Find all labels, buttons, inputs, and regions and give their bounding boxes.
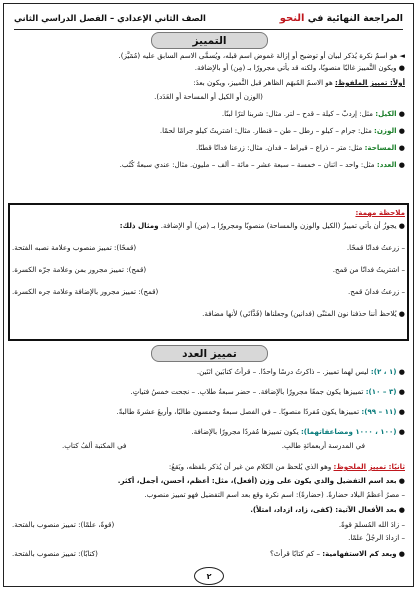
malhooz-b3-text: وبعد كم الاستفهامية:: [322, 549, 397, 558]
malhooz-def: وهو الذي يُلحظ من الكلام من غير أن يُذكر بلفظه، ويَقعُ:: [168, 462, 332, 471]
note-row-2: [12, 265, 405, 274]
number-row-2-example: حضر سبعةُ طلابٍ.: [197, 387, 251, 396]
note-line1: ● يجوزُ أن يأتي تمييزُ (الكيل والوزن والمساحة) منصوبًا ومجرورًا بـ (من) أو الإضافة. ومثال ذلك:: [119, 221, 405, 230]
note-title: [12, 208, 405, 217]
number-example-a: في المدرسة أربعمائةِ طالبٍ.: [281, 441, 365, 450]
header-title-subject: النحو: [279, 12, 305, 24]
note-last-text: يُلاحظ أننا حذفنا نون المثنّى (فدانين) وجعلناها (فَدَّانَي) لأنها مضافة.: [202, 309, 397, 318]
item-adad-example: مثال: عندي سبعةُ كُتُب.: [119, 160, 188, 169]
number-example-b: في المكتبة ألفُ كتابٍ.: [62, 441, 127, 450]
malhooz-label: ثانيًا: تمييز الملحوظ:: [333, 462, 405, 471]
malhooz-b1-text: بعد اسم التفضيل والذي يكون على وزن (أفعل)، مثل: أعظم، أحسن، أجمل، أكثر.: [117, 476, 397, 485]
item-wazn-example: مثال: اشتريتُ كيلو جرامًا لحمًا.: [159, 126, 251, 135]
malhooz-b2-ex1: – زادَ الله المُسلمَ قوةً.: [338, 520, 405, 529]
malhooz-b3: ● وبعد كم الاستفهامية: – كم كتابًا قرأتَ؟ (كتابًا): تمييز منصوب بالفتحة.: [12, 549, 405, 558]
item-masaha-text: مثل: متر – ذراع – قيراط – فدان.: [265, 143, 363, 152]
part1-heading: [12, 78, 405, 87]
number-row-3-text: تمييزها يكون مُفردًا منصوبًا.: [278, 407, 360, 416]
bullet-text: ● ويكون التَّمييز غالبًا منصوبًا، ولكنه قد يأتي مجرورًا بـ (مِن) أو بالإضافة.: [194, 63, 405, 72]
section-title-number: تمييز العدد: [151, 345, 268, 362]
page-header: [14, 7, 403, 30]
malhooz-b2-row2: [12, 533, 405, 542]
item-adad: ● العدد: مثل: واحد – اثنان – خمسة – سبعة عشر – مائة – ألف – مليون. مثال: عندي سبعةُ كُتُب.: [119, 160, 405, 169]
item-adad-text: مثل: واحد – اثنان – خمسة – سبعة عشر – مائة – ألف – مليون.: [190, 160, 375, 169]
page-number: ٢: [194, 567, 224, 585]
item-kail-text: مثل: إردبّ – كيلة – قدح – لتر.: [283, 109, 373, 118]
note-title-text: ملاحظة مهمة:: [355, 208, 405, 217]
note-row-3: [12, 287, 405, 296]
malhooz-b2: ● بعد الأفعال الآتية: (كفى، زاد، ازداد، امتلأ).: [250, 505, 405, 514]
part1-label: أولاً: تمييز الملفوظ:: [334, 78, 405, 87]
item-wazn: ● الوزن: مثل: جرام – كيلو – رطل – طن – قنطار. مثال: اشتريتُ كيلو جرامًا لحمًا.: [159, 126, 405, 135]
definition-text: ◄ هو اسمٌ نكرة يُذكر لبيان أو توضيح أو إزالة غموض اسم قبله، ويُسمَّى الاسم السابق عليه (مُمَيَّز).: [118, 51, 405, 60]
number-row-2-example2: نجحت خمسُ فتياتٍ.: [130, 387, 190, 396]
item-wazn-text: مثل: جرام – كيلو – رطل – طن – قنطار.: [252, 126, 372, 135]
item-adad-label: العدد:: [376, 160, 397, 169]
header-title: [280, 13, 403, 24]
number-row-1: ● (١ ، ٢): ليس لهما تمييز. – ذاكرتُ درسًا واحدًا. – قرأتُ كتابَين اثنَين.: [196, 367, 405, 376]
item-kail-label: الكيل:: [375, 109, 397, 118]
number-row-2-text: تمييزها يكون جمعًا مجرورًا بالإضافة.: [258, 387, 364, 396]
malhooz-b1-ex: – مصرُ أعظمُ البلاد حضارةً.: [326, 490, 405, 499]
number-row-4: ● (١٠٠ ، ١٠٠٠ ومضاعفاتهما): يكون تمييزها مُفردًا مجرورًا بالإضافة.: [191, 427, 405, 436]
item-masaha-example: مثال: زرعنا فدانًا قطنًا.: [195, 143, 263, 152]
part1-text: هو الاسمُ المُبهَم الظاهر قبل التَّمييز، ويكون بعدَ:: [193, 78, 333, 87]
note-line1-tail: ومثال ذلك:: [119, 221, 159, 230]
note-row-1-explanation: (قمحًا): تمييز منصوب وعلامة نصبه الفتحة.: [12, 243, 137, 252]
number-row-2-range: (٣ – ١٠):: [365, 387, 397, 396]
note-line1-text: يجوزُ أن يأتي تمييزُ (الكيل والوزن والمساحة) منصوبًا ومجرورًا بـ (من) أو الإضافة.: [160, 221, 397, 230]
malhooz-b3-ex: – كم كتابًا قرأتَ؟: [270, 549, 320, 558]
number-row-1-text: ليس لهما تمييز.: [322, 367, 369, 376]
number-row-3: ● (١١ – ٩٩): تمييزها يكون مُفردًا منصوبًا. – في الفصل سبعةٌ وخمسون طالبًا، وأربعَ عشرةَ طالبةً.: [116, 407, 405, 416]
note-row-3-explanation: (قمحٍ): تمييز مجرور بالإضافة وعلامة جره الكسرة.: [12, 287, 159, 296]
number-row-4-range: (١٠٠ ، ١٠٠٠ ومضاعفاتهما):: [300, 427, 397, 436]
number-row-1-example: ذاكرتُ درسًا واحدًا.: [258, 367, 315, 376]
number-row-1-range: (١ ، ٢):: [370, 367, 397, 376]
item-kail-example: مثال: شربنا لترًا لبنًا.: [221, 109, 282, 118]
part1-sub: (الوزن أو الكيل أو المساحة أو العَدَد).: [154, 92, 263, 101]
number-row-1-example2: قرأتُ كتابَين اثنَين.: [196, 367, 251, 376]
malhooz-b1-example: [12, 490, 405, 499]
item-wazn-label: الوزن:: [374, 126, 397, 135]
definition-body: هو اسمٌ نكرة يُذكر لبيان أو توضيح أو إزالة غموض اسم قبله، ويُسمَّى الاسم السابق عليه (مُمَيَّز).: [118, 51, 398, 60]
malhooz-b2-ex2: – ازدادَ الرجُلُ علمًا.: [348, 533, 405, 542]
note-last: ● يُلاحظ أننا حذفنا نون المثنّى (فدانين) وجعلناها (فَدَّانَي) لأنها مضافة.: [202, 309, 405, 318]
number-examples: [12, 441, 405, 450]
item-kail: ● الكيل: مثل: إردبّ – كيلة – قدح – لتر. مثال: شربنا لترًا لبنًا.: [221, 109, 405, 118]
malhooz-heading: [12, 462, 405, 471]
note-row-3-example: – زرعتُ فدانَ قمحٍ.: [348, 287, 405, 296]
number-row-4-text: يكون تمييزها مُفردًا مجرورًا بالإضافة.: [191, 427, 299, 436]
malhooz-b1: ● بعد اسم التفضيل والذي يكون على وزن (أفعل)، مثل: أعظم، أحسن، أجمل، أكثر.: [117, 476, 405, 485]
note-row-2-example: – اشتريتُ فدانًا من قمحٍ.: [332, 265, 405, 274]
note-row-1: [12, 243, 405, 252]
header-grade: الصف الثاني الإعدادي – الفصل الدراسي الثاني: [14, 13, 206, 23]
malhooz-b2-row1: [12, 520, 405, 529]
malhooz-b2-exp1: (قوةً، علمًا): تمييز منصوب بالفتحة.: [12, 520, 115, 529]
number-row-2: ● (٣ – ١٠): تمييزها يكون جمعًا مجرورًا بالإضافة. – حضر سبعةُ طلابٍ. – نجحت خمسُ فتياتٍ.: [130, 387, 405, 396]
number-row-3-range: (١١ – ٩٩):: [361, 407, 397, 416]
bullet-body: ويكون التَّمييز غالبًا منصوبًا، ولكنه قد يأتي مجرورًا بـ (مِن) أو بالإضافة.: [194, 63, 397, 72]
malhooz-b3-exp: (كتابًا): تمييز منصوب بالفتحة.: [12, 549, 98, 558]
section-title-tamyeez: التمييز: [151, 32, 268, 49]
number-row-3-example: في الفصل سبعةٌ وخمسون طالبًا، وأربعَ عشرةَ طالبةً.: [116, 407, 271, 416]
malhooz-b2-text: بعد الأفعال الآتية: (كفى، زاد، ازداد، امتلأ).: [250, 505, 397, 514]
malhooz-b1-exp: (حضارةً): اسم نكرة وقع بعد اسم التفضيل فهو تمييز منصوب.: [144, 490, 324, 499]
item-masaha: ● المساحة: مثل: متر – ذراع – قيراط – فدان. مثال: زرعنا فدانًا قطنًا.: [195, 143, 405, 152]
item-masaha-label: المساحة:: [364, 143, 397, 152]
header-title-text: المراجعة النهائية في: [307, 12, 403, 24]
note-row-1-example: – زرعتُ فدانًا قمحًا.: [346, 243, 405, 252]
note-row-2-explanation: (قمحٍ): تمييز مجرور بمن وعلامة جرّه الكسرة.: [12, 265, 147, 274]
